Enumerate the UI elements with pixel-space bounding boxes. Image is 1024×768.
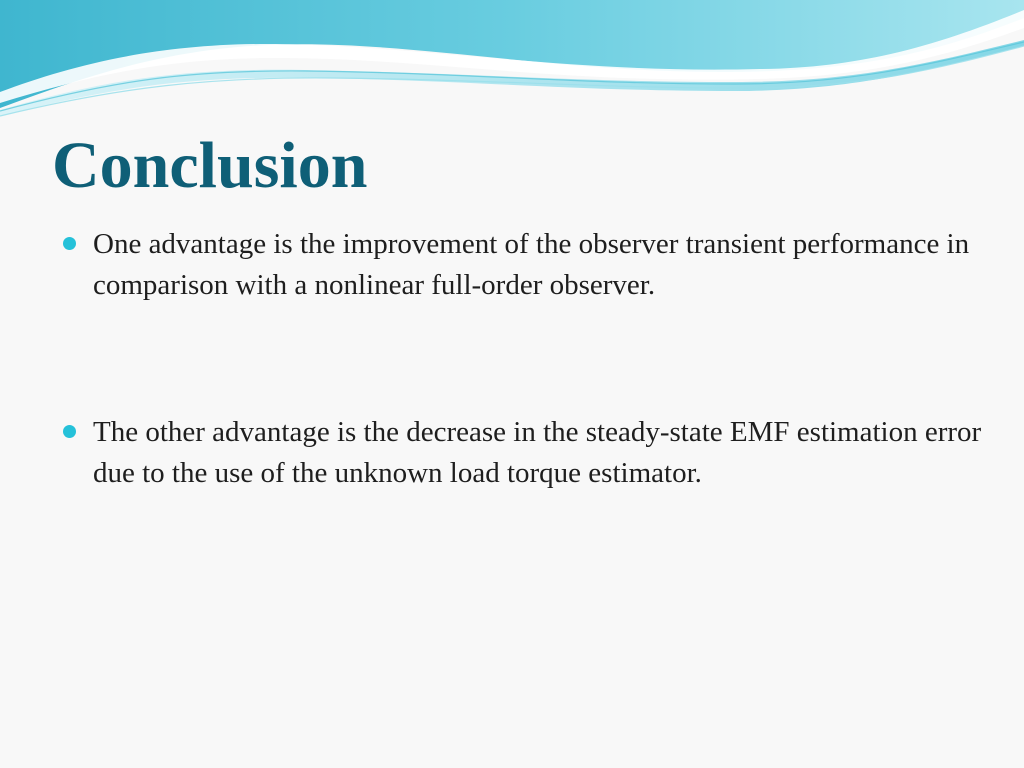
slide-title: Conclusion: [52, 129, 368, 202]
bullet-dot-icon: [63, 425, 76, 438]
decorative-wave-header: [0, 0, 1024, 120]
bullet-item: [60, 224, 990, 306]
bullet-dot-icon: [63, 237, 76, 250]
bullet-item: [60, 412, 990, 494]
bullet-list: [60, 224, 990, 494]
bullet-text: The other advantage is the decrease in the steady-state EMF estimation error due to the use of the unknown load torque estimator.: [93, 416, 982, 489]
bullet-text: One advantage is the improvement of the observer transient performance in comparison with a nonlinear full-order observer.: [93, 228, 970, 301]
